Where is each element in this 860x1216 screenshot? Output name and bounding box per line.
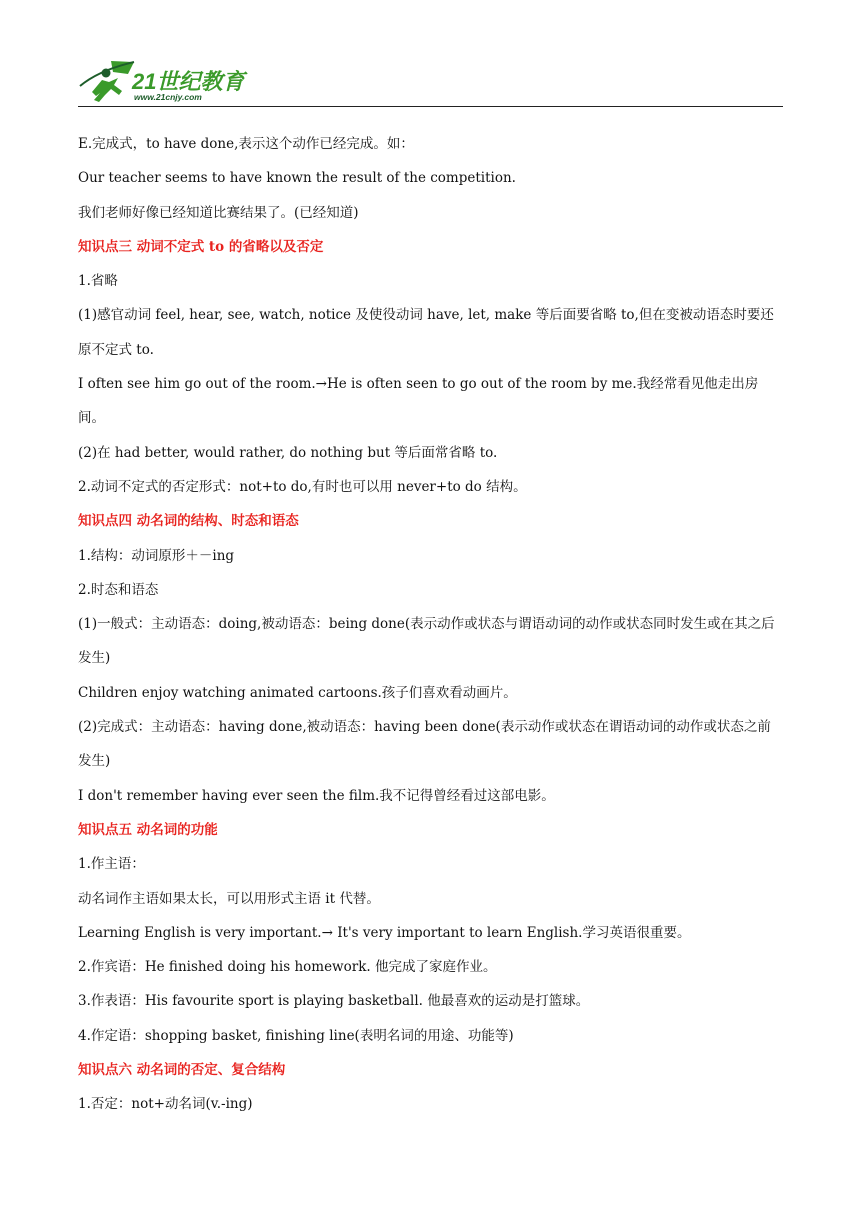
paragraph: (2)完成式：主动语态：having done,被动语态：having been done(表示动作或状态在谓语动词的动作或状态之前发生) (78, 719, 771, 770)
page-header (78, 58, 783, 107)
paragraph: I often see him go out of the room.→He is often seen to go out of the room by me.我经常看见他走出房间。 (78, 376, 759, 427)
paragraph: Learning English is very important.→ It's very important to learn English.学习英语很重要。 (78, 924, 691, 941)
paragraph: 1.结构：动词原形＋－ing (78, 547, 235, 564)
section-heading: 知识点三 动词不定式 to 的省略以及否定 (78, 238, 324, 255)
paragraph: 1.省略 (78, 273, 118, 290)
logo-text: 21世纪教育 (132, 69, 245, 94)
paragraph: (1)感官动词 feel, hear, see, watch, notice 及使役动词 have, let, make 等后面要省略 to,但在变被动语态时要还原不定式 to. (78, 307, 774, 358)
paragraph: Children enjoy watching animated cartoons.孩子们喜欢看动画片。 (78, 684, 517, 701)
runner-icon (80, 61, 134, 102)
paragraph: 2.作宾语：He finished doing his homework. 他完成了家庭作业。 (78, 959, 497, 976)
paragraph: 2.动词不定式的否定形式：not+to do,有时也可以用 never+to do 结构。 (78, 478, 527, 495)
paragraph: (2)在 had better, would rather, do nothing but 等后面常省略 to. (78, 444, 498, 461)
paragraph: 3.作表语：His favourite sport is playing basketball. 他最喜欢的运动是打篮球。 (78, 993, 590, 1010)
paragraph: I don't remember having ever seen the film.我不记得曾经看过这部电影。 (78, 787, 555, 804)
paragraph: (1)一般式：主动语态：doing,被动语态：being done(表示动作或状态与谓语动词的动作或状态同时发生或在其之后发生) (78, 616, 775, 667)
document-body (78, 127, 784, 1122)
paragraph: 我们老师好像已经知道比赛结果了。(已经知道) (78, 204, 359, 221)
paragraph: 1.作主语： (78, 856, 145, 873)
section-heading: 知识点六 动名词的否定、复合结构 (78, 1062, 286, 1079)
paragraph: Our teacher seems to have known the result of the competition. (78, 170, 516, 187)
logo (78, 58, 253, 104)
paragraph: E.完成式，to have done,表示这个动作已经完成。如： (78, 136, 414, 152)
paragraph: 2.时态和语态 (78, 581, 159, 598)
paragraph: 4.作定语：shopping basket, finishing line(表明名词的用途、功能等) (78, 1027, 514, 1044)
section-heading: 知识点五 动名词的功能 (78, 821, 218, 838)
logo-subtext: www.21cnjy.com (134, 92, 202, 102)
section-heading: 知识点四 动名词的结构、时态和语态 (78, 513, 299, 530)
paragraph: 1.否定：not+动名词(v.-ing) (78, 1096, 253, 1113)
paragraph: 动名词作主语如果太长，可以用形式主语 it 代替。 (78, 890, 380, 907)
